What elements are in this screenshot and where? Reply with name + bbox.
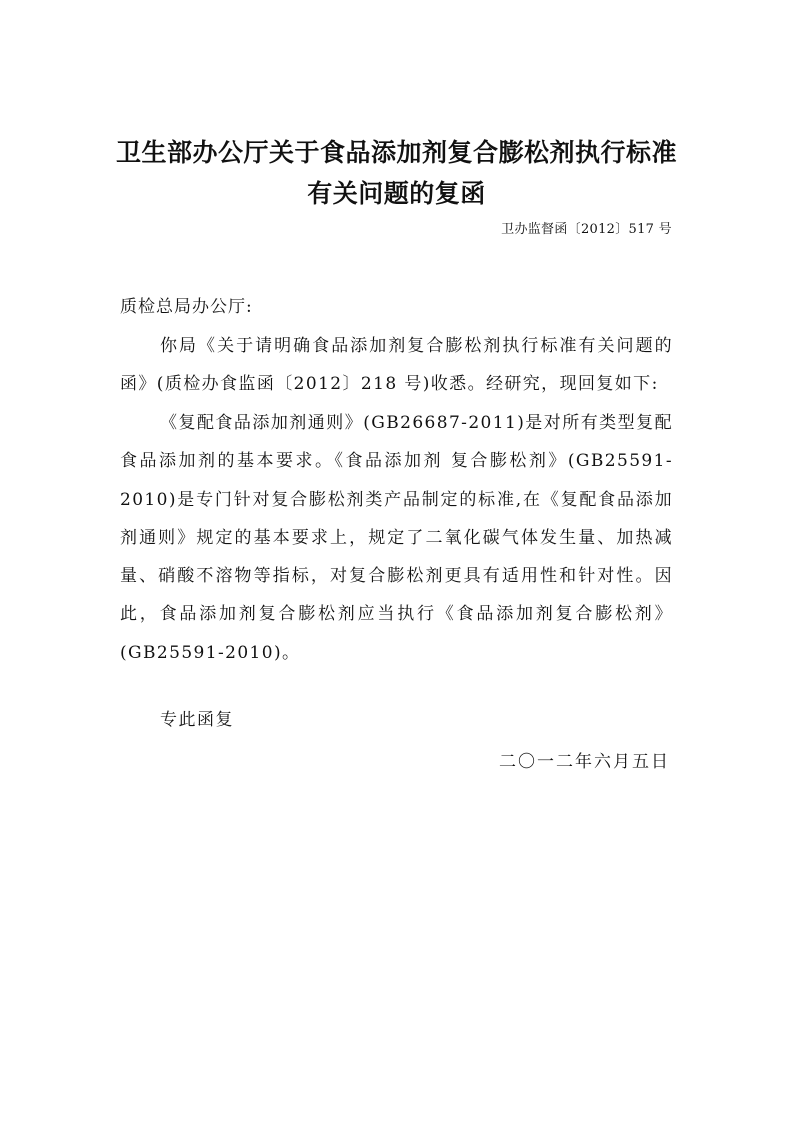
document-date: 二〇一二年六月五日 — [499, 752, 670, 772]
document-title-line1: 卫生部办公厅关于食品添加剂复合膨松剂执行标准 — [115, 138, 677, 167]
body-paragraph-2: 《复配食品添加剂通则》(GB26687-2011)是对所有类型复配食品添加剂的基本要求。《食品添加剂 复合膨松剂》(GB25591-2010)是专门针对复合膨松剂类产品制定的标准,在《复配食品添加剂通则》规定的基本要求上，规定了二氧化碳气体发生量、加热减量、硝酸不溶物等指标，对复合膨松剂更具有适用性和针对性。因此，食品添加剂复合膨松剂应当执行《食品添加剂复合膨松剂》(GB25591-2010)。 — [120, 413, 673, 663]
closing-remark: 专此函复 — [160, 710, 234, 730]
addressee: 质检总局办公厅: — [120, 297, 253, 317]
document-title-line2: 有关问题的复函 — [307, 179, 486, 208]
document-number: 卫办监督函〔2012〕517 号 — [501, 222, 672, 237]
body-paragraph-1: 你局《关于请明确食品添加剂复合膨松剂执行标准有关问题的函》(质检办食监函〔2012〕218 号)收悉。经研究，现回复如下: — [120, 336, 673, 395]
